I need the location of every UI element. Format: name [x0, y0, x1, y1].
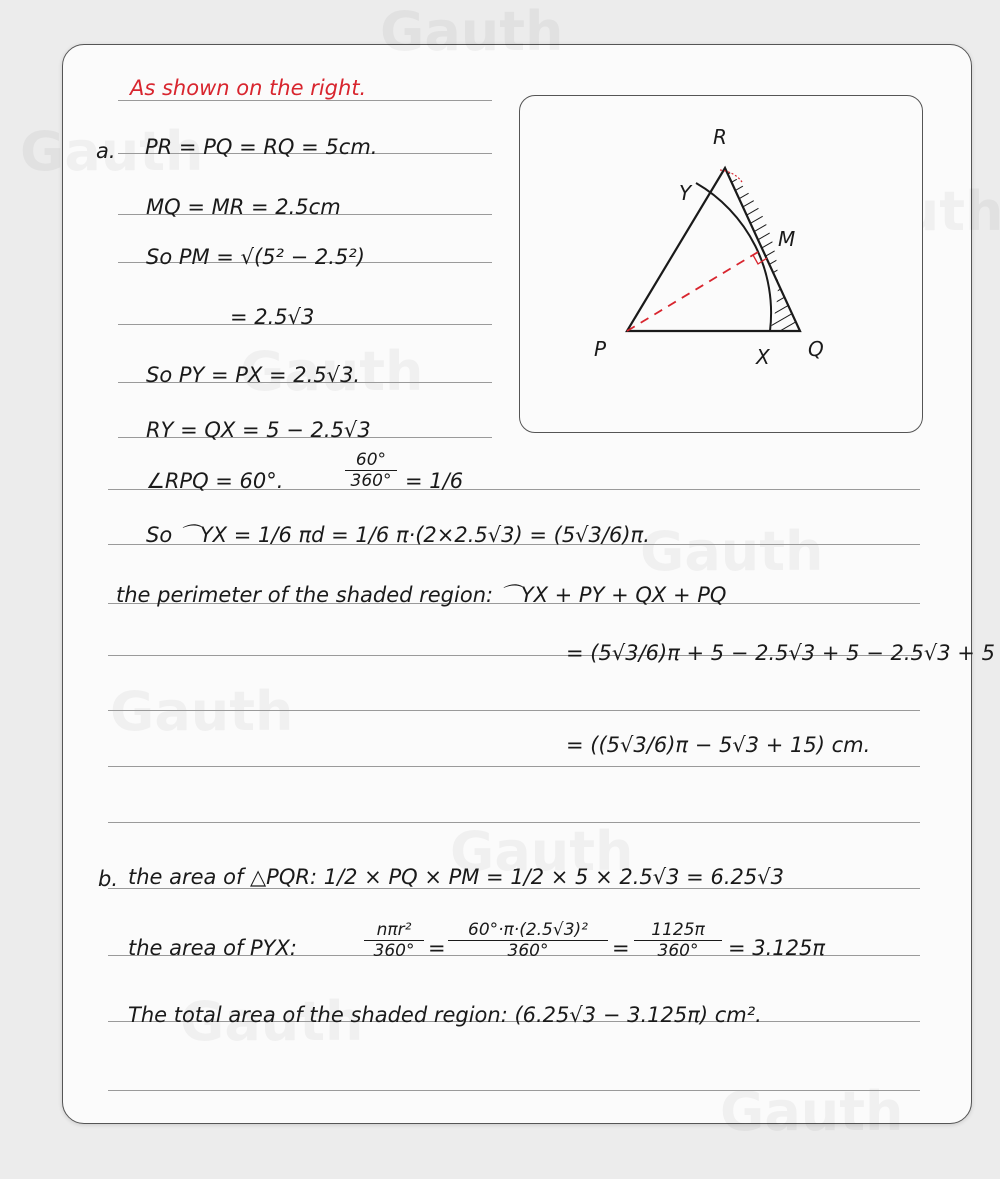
- sector-formula-numerator: nπr²: [364, 920, 424, 941]
- label-P: P: [594, 337, 607, 361]
- part-b-label: b.: [98, 867, 119, 891]
- part-a-line-2: MQ = MR = 2.5cm: [146, 195, 341, 219]
- label-Y: Y: [679, 181, 692, 205]
- sector-formula-denominator: 360°: [373, 941, 415, 961]
- ruled-line: [108, 822, 920, 823]
- part-a-line-9: the perimeter of the shaded region: ⌒YX + PY + QX + PQ: [116, 583, 727, 607]
- ruled-line: [108, 710, 920, 711]
- sector-result-denominator: 360°: [657, 941, 699, 961]
- part-b-line-2b: = 3.125π: [728, 936, 826, 960]
- part-a-label: a.: [96, 139, 116, 163]
- part-b-line-1: the area of △PQR: 1/2 × PQ × PM = 1/2 × 5 × 2.5√3 = 6.25√3: [128, 865, 784, 889]
- part-a-line-6: RY = QX = 5 − 2.5√3: [146, 418, 371, 442]
- sector-result-fraction: [634, 920, 722, 961]
- part-a-line-10: = (5√3/6)π + 5 − 2.5√3 + 5 − 2.5√3 + 5: [566, 641, 995, 665]
- sector-result-numerator: 1125π: [634, 920, 722, 941]
- part-a-line-7b: = 1/6: [405, 469, 464, 493]
- heading-text: As shown on the right.: [130, 76, 367, 100]
- ratio-denominator: 360°: [350, 471, 392, 491]
- label-R: R: [713, 125, 727, 149]
- part-a-line-5: So PY = PX = 2.5√3.: [146, 363, 361, 387]
- sector-substitution-denominator: 360°: [507, 941, 549, 961]
- sector-formula-fraction: [364, 920, 424, 961]
- part-a-line-7: ∠RPQ = 60°.: [146, 469, 284, 493]
- part-a-line-8: So ⌒YX = 1/6 πd = 1/6 π·(2×2.5√3) = (5√3/6)π.: [146, 523, 650, 547]
- part-b-line-2: the area of PYX:: [128, 936, 297, 960]
- sector-substitution-fraction: [448, 920, 608, 961]
- part-a-line-4: = 2.5√3: [230, 305, 315, 329]
- label-M: M: [778, 227, 796, 251]
- part-a-line-1: PR = PQ = RQ = 5cm.: [145, 135, 378, 159]
- sector-substitution-numerator: 60°·π·(2.5√3)²: [448, 920, 608, 941]
- part-a-line-11: = ((5√3/6)π − 5√3 + 15) cm.: [566, 733, 871, 757]
- arc-YX: [696, 183, 771, 331]
- diagram-box: [519, 95, 923, 433]
- ratio-fraction: [345, 450, 397, 491]
- triangle-diagram: [520, 96, 922, 432]
- ruled-line: [108, 1090, 920, 1091]
- label-X: X: [756, 345, 770, 369]
- ratio-numerator: 60°: [345, 450, 397, 471]
- equals-sign: =: [612, 936, 630, 960]
- part-b-line-3: The total area of the shaded region: (6.25√3 − 3.125π) cm².: [128, 1003, 762, 1027]
- part-a-line-3: So PM = √(5² − 2.5²): [146, 245, 365, 269]
- ruled-line: [108, 766, 920, 767]
- label-Q: Q: [808, 337, 824, 361]
- median-PM: [627, 249, 763, 331]
- equals-sign: =: [428, 936, 446, 960]
